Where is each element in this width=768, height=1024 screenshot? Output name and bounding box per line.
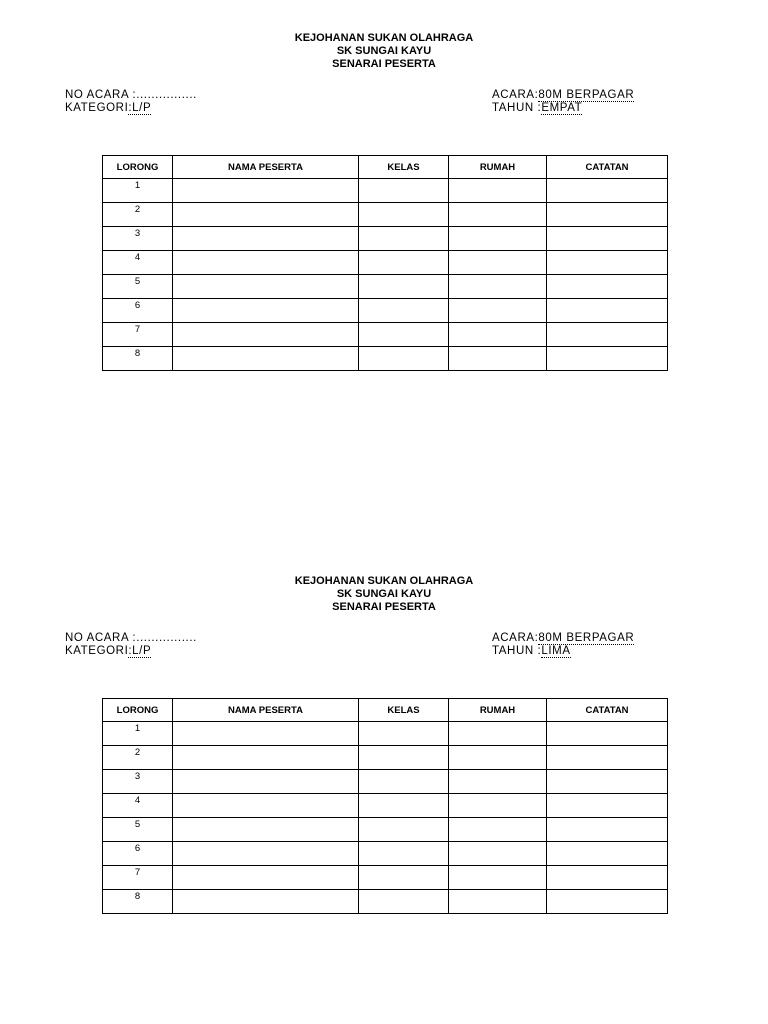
event-field bbox=[492, 632, 634, 645]
name-cell[interactable] bbox=[173, 794, 359, 818]
notes-cell[interactable] bbox=[547, 770, 668, 794]
notes-cell[interactable] bbox=[547, 179, 668, 203]
name-cell[interactable] bbox=[173, 842, 359, 866]
notes-cell[interactable] bbox=[547, 251, 668, 275]
class-cell[interactable] bbox=[359, 347, 449, 371]
notes-cell[interactable] bbox=[547, 842, 668, 866]
class-cell[interactable] bbox=[359, 323, 449, 347]
notes-cell[interactable] bbox=[547, 818, 668, 842]
table-row bbox=[103, 770, 668, 794]
event-number-field bbox=[65, 632, 197, 645]
lane-number: 8 bbox=[103, 890, 173, 914]
event-number-field bbox=[65, 89, 197, 102]
lane-number: 3 bbox=[103, 227, 173, 251]
lane-number: 4 bbox=[103, 251, 173, 275]
notes-cell[interactable] bbox=[547, 347, 668, 371]
school-name: SK SUNGAI KAYU bbox=[336, 45, 432, 57]
lane-number: 1 bbox=[103, 179, 173, 203]
lane-number: 7 bbox=[103, 866, 173, 890]
category-value: :L/P bbox=[128, 102, 152, 114]
column-header-nama-peserta: NAMA PESERTA bbox=[173, 699, 359, 722]
notes-cell[interactable] bbox=[547, 746, 668, 770]
list-title: SENARAI PESERTA bbox=[332, 58, 436, 70]
year-label: TAHUN : bbox=[492, 645, 542, 657]
category-label: KATEGORI bbox=[65, 645, 129, 657]
name-cell[interactable] bbox=[173, 275, 359, 299]
table-row bbox=[103, 794, 668, 818]
event-label: ACARA: bbox=[492, 632, 539, 644]
class-cell[interactable] bbox=[359, 746, 449, 770]
lane-number: 6 bbox=[103, 299, 173, 323]
category-value: :L/P bbox=[128, 645, 152, 657]
house-cell[interactable] bbox=[449, 251, 547, 275]
name-cell[interactable] bbox=[173, 866, 359, 890]
name-cell[interactable] bbox=[173, 227, 359, 251]
table-header-row bbox=[103, 699, 668, 722]
column-header-nama-peserta: NAMA PESERTA bbox=[173, 156, 359, 179]
name-cell[interactable] bbox=[173, 251, 359, 275]
lane-number: 6 bbox=[103, 842, 173, 866]
year-field bbox=[492, 102, 582, 115]
event-field bbox=[492, 89, 634, 102]
table-row bbox=[103, 203, 668, 227]
name-cell[interactable] bbox=[173, 722, 359, 746]
lane-number: 3 bbox=[103, 770, 173, 794]
participant-table bbox=[102, 155, 668, 371]
column-header-catatan: CATATAN bbox=[547, 699, 668, 722]
notes-cell[interactable] bbox=[547, 890, 668, 914]
event-label: ACARA: bbox=[492, 89, 539, 101]
event-value: 80M BERPAGAR bbox=[538, 632, 635, 644]
class-cell[interactable] bbox=[359, 275, 449, 299]
table-row bbox=[103, 842, 668, 866]
table-header-row bbox=[103, 156, 668, 179]
notes-cell[interactable] bbox=[547, 866, 668, 890]
name-cell[interactable] bbox=[173, 770, 359, 794]
name-cell[interactable] bbox=[173, 746, 359, 770]
table-row bbox=[103, 890, 668, 914]
table-row bbox=[103, 722, 668, 746]
notes-cell[interactable] bbox=[547, 203, 668, 227]
house-cell[interactable] bbox=[449, 203, 547, 227]
year-label: TAHUN : bbox=[492, 102, 542, 114]
table-row bbox=[103, 275, 668, 299]
notes-cell[interactable] bbox=[547, 323, 668, 347]
name-cell[interactable] bbox=[173, 323, 359, 347]
house-cell[interactable] bbox=[449, 179, 547, 203]
house-cell[interactable] bbox=[449, 299, 547, 323]
event-number-label: NO ACARA : bbox=[65, 632, 137, 644]
column-header-catatan: CATATAN bbox=[547, 156, 668, 179]
column-header-rumah: RUMAH bbox=[449, 699, 547, 722]
table-row bbox=[103, 227, 668, 251]
year-value: LIMA bbox=[541, 645, 571, 657]
notes-cell[interactable] bbox=[547, 299, 668, 323]
house-cell[interactable] bbox=[449, 275, 547, 299]
house-cell[interactable] bbox=[449, 818, 547, 842]
class-cell[interactable] bbox=[359, 866, 449, 890]
class-cell[interactable] bbox=[359, 227, 449, 251]
column-header-lorong: LORONG bbox=[103, 156, 173, 179]
table-row bbox=[103, 251, 668, 275]
school-name: SK SUNGAI KAYU bbox=[336, 588, 432, 600]
participant-table bbox=[102, 698, 668, 914]
column-header-kelas: KELAS bbox=[359, 699, 449, 722]
event-number-value: ................ bbox=[136, 89, 197, 101]
table-row bbox=[103, 347, 668, 371]
house-cell[interactable] bbox=[449, 794, 547, 818]
lane-number: 2 bbox=[103, 203, 173, 227]
lane-number: 4 bbox=[103, 794, 173, 818]
lane-number: 8 bbox=[103, 347, 173, 371]
house-cell[interactable] bbox=[449, 842, 547, 866]
house-cell[interactable] bbox=[449, 890, 547, 914]
house-cell[interactable] bbox=[449, 227, 547, 251]
column-header-rumah: RUMAH bbox=[449, 156, 547, 179]
class-cell[interactable] bbox=[359, 770, 449, 794]
notes-cell[interactable] bbox=[547, 227, 668, 251]
house-cell[interactable] bbox=[449, 323, 547, 347]
name-cell[interactable] bbox=[173, 347, 359, 371]
table-row bbox=[103, 746, 668, 770]
class-cell[interactable] bbox=[359, 818, 449, 842]
house-cell[interactable] bbox=[449, 866, 547, 890]
column-header-kelas: KELAS bbox=[359, 156, 449, 179]
event-title: KEJOHANAN SUKAN OLAHRAGA bbox=[294, 32, 474, 44]
year-field bbox=[492, 645, 571, 658]
table-row bbox=[103, 323, 668, 347]
event-value: 80M BERPAGAR bbox=[538, 89, 635, 101]
event-title: KEJOHANAN SUKAN OLAHRAGA bbox=[294, 575, 474, 587]
list-title: SENARAI PESERTA bbox=[332, 601, 436, 613]
name-cell[interactable] bbox=[173, 818, 359, 842]
table-row bbox=[103, 299, 668, 323]
lane-number: 7 bbox=[103, 323, 173, 347]
class-cell[interactable] bbox=[359, 722, 449, 746]
lane-number: 5 bbox=[103, 818, 173, 842]
notes-cell[interactable] bbox=[547, 275, 668, 299]
name-cell[interactable] bbox=[173, 179, 359, 203]
notes-cell[interactable] bbox=[547, 722, 668, 746]
column-header-lorong: LORONG bbox=[103, 699, 173, 722]
lane-number: 2 bbox=[103, 746, 173, 770]
name-cell[interactable] bbox=[173, 299, 359, 323]
lane-number: 1 bbox=[103, 722, 173, 746]
notes-cell[interactable] bbox=[547, 794, 668, 818]
house-cell[interactable] bbox=[449, 722, 547, 746]
name-cell[interactable] bbox=[173, 890, 359, 914]
table-row bbox=[103, 179, 668, 203]
house-cell[interactable] bbox=[449, 746, 547, 770]
house-cell[interactable] bbox=[449, 770, 547, 794]
category-field bbox=[65, 645, 151, 658]
class-cell[interactable] bbox=[359, 890, 449, 914]
year-value: EMPAT bbox=[541, 102, 583, 114]
lane-number: 5 bbox=[103, 275, 173, 299]
category-field bbox=[65, 102, 151, 115]
class-cell[interactable] bbox=[359, 299, 449, 323]
class-cell[interactable] bbox=[359, 203, 449, 227]
table-row bbox=[103, 866, 668, 890]
class-cell[interactable] bbox=[359, 794, 449, 818]
house-cell[interactable] bbox=[449, 347, 547, 371]
table-row bbox=[103, 818, 668, 842]
event-number-value: ................ bbox=[136, 632, 197, 644]
class-cell[interactable] bbox=[359, 251, 449, 275]
event-number-label: NO ACARA : bbox=[65, 89, 137, 101]
name-cell[interactable] bbox=[173, 203, 359, 227]
category-label: KATEGORI bbox=[65, 102, 129, 114]
class-cell[interactable] bbox=[359, 842, 449, 866]
class-cell[interactable] bbox=[359, 179, 449, 203]
